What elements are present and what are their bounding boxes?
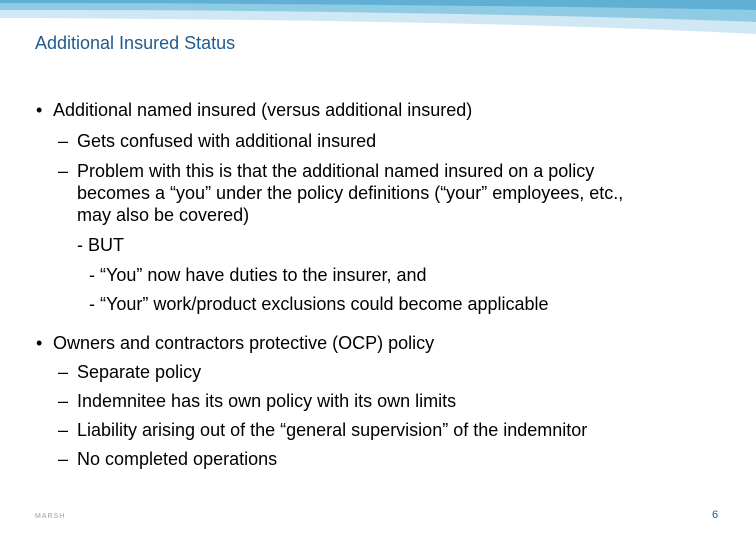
bullet-marker: •	[36, 333, 43, 353]
dash-marker: –	[58, 420, 69, 440]
sub-sub-item-but: - BUT	[77, 235, 124, 255]
bullet-heading-additional-named-insured: Additional named insured (versus additional insured)	[53, 100, 473, 120]
sub-item-problem-line1: Problem with this is that the additional named insured on a policy	[77, 161, 595, 181]
sub-item-confused: Gets confused with additional insured	[77, 131, 377, 151]
marsh-logo: MARSH	[35, 513, 66, 520]
sub-item-indemnitee: Indemnitee has its own policy with its own limits	[77, 391, 457, 411]
page-title: Additional Insured Status	[35, 33, 236, 53]
sub-item-no-completed-ops: No completed operations	[77, 449, 278, 469]
dash-marker: –	[58, 131, 69, 151]
sub-item-problem-line3: may also be covered)	[77, 205, 250, 225]
sub-item-separate-policy: Separate policy	[77, 362, 202, 382]
dash-marker: –	[58, 391, 69, 411]
dash-marker: –	[58, 161, 69, 181]
page-number: 6	[712, 509, 719, 521]
sub-item-problem-line2: becomes a “you” under the policy definitions (“your” employees, etc.,	[77, 183, 624, 203]
bullet-marker: •	[36, 100, 43, 120]
sub-item-liability: Liability arising out of the “general supervision” of the indemnitor	[77, 420, 588, 440]
dash-marker: –	[58, 449, 69, 469]
dash-marker: –	[58, 362, 69, 382]
sub-sub-item-you: - “You” now have duties to the insurer, and	[89, 265, 427, 285]
sub-sub-item-your: - “Your” work/product exclusions could become applicable	[89, 294, 549, 314]
bullet-heading-ocp-policy: Owners and contractors protective (OCP) policy	[53, 333, 435, 353]
